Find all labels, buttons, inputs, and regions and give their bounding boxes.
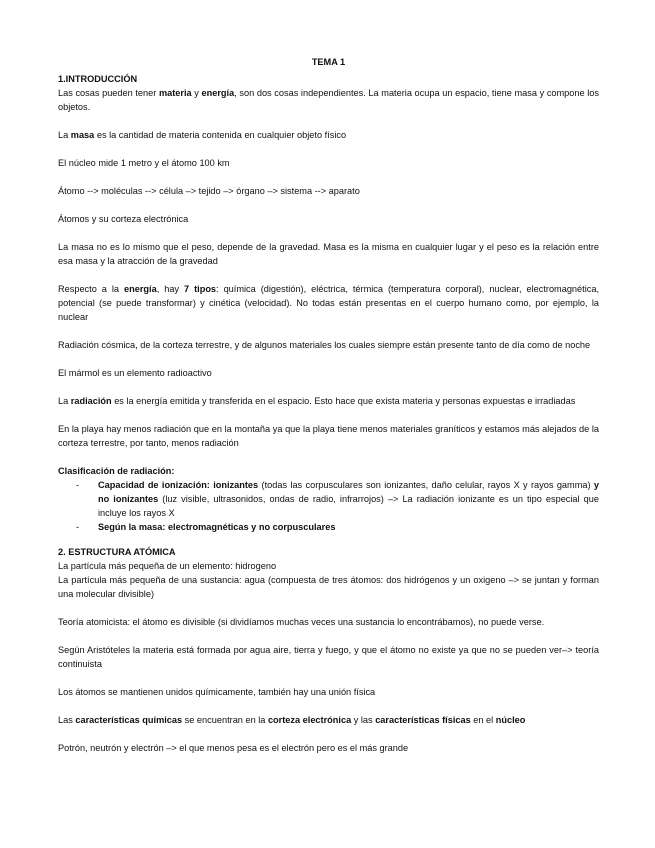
paragraph-radiacion-definicion: La radiación es la energía emitida y transferida en el espacio. Esto hace que exista materia y personas expuestas e irradiadas — [58, 396, 576, 406]
classification-heading: Clasificación de radiación: — [58, 466, 175, 476]
paragraph-particula-elemento: La partícula más pequeña de un elemento: hidrogeno — [58, 561, 277, 571]
paragraph-teoria-atomicista: Teoría atomicista: el átomo es divisible (si dividíamos muchas veces una sustancia lo encontrábamos), no puede verse. — [58, 617, 545, 627]
paragraph-masa: La masa es la cantidad de materia contenida en cualquier objeto físico — [58, 130, 347, 140]
paragraph-nucleo: El núcleo mide 1 metro y el átomo 100 km — [58, 158, 230, 168]
paragraph-atomos-corteza: Átomos y su corteza electrónica — [58, 214, 189, 224]
paragraph-atomo-jerarquia: Átomo --> moléculas --> célula –> tejido –> órgano –> sistema --> aparato — [58, 186, 360, 196]
paragraph-materia-energia: Las cosas pueden tener materia y energía, son dos cosas independientes. La materia ocupa un espacio, tiene masa y compone los objetos. — [58, 88, 599, 112]
paragraph-union-atomos: Los átomos se mantienen unidos químicamente, también hay una unión física — [58, 687, 376, 697]
section-heading-introduccion: 1.INTRODUCCIÓN — [58, 74, 138, 84]
paragraph-energia-tipos: Respecto a la energía, hay 7 tipos: química (digestión), eléctrica, térmica (temperatura corporal), nuclear, electromagnética, potencial (se puede transformar) y cinética (velocidad). No todas están presentas en el cuerpo humano como, por ejemplo, la nuclear — [58, 284, 599, 322]
document-title: TEMA 1 — [311, 57, 346, 67]
list-item: - Según la masa: electromagnéticas y no corpusculares — [98, 520, 599, 534]
classification-list — [58, 478, 599, 534]
paragraph-playa-montana: En la playa hay menos radiación que en la montaña ya que la playa tiene menos materiales graníticos y estamos más alejados de la corteza terrestre, por tanto, menos radiación — [58, 424, 599, 448]
paragraph-particula-sustancia: La partícula más pequeña de una sustancia: agua (compuesta de tres átomos: dos hidrógenos y un oxigeno –> se juntan y forman una molecular divisible) — [58, 575, 599, 599]
paragraph-particulas-subatomicas: Potrón, neutrón y electrón –> el que menos pesa es el electrón pero es el más grande — [58, 743, 409, 753]
list-item: - Capacidad de ionización: ionizantes (todas las corpusculares son ionizantes, daño celular, rayos X y rayos gamma) y no ionizantes (luz visible, ultrasonidos, ondas de radio, infrarrojos) –> La radiación ionizante es un tipo especial que incluye los rayos X — [98, 478, 599, 520]
paragraph-aristoteles: Según Aristóteles la materia está formada por agua aire, tierra y fuego, y que el átomo no existe ya que no se pueden ver–> teoría continuista — [58, 645, 599, 669]
paragraph-radiacion-cosmica: Radiación cósmica, de la corteza terrestre, y de algunos materiales los cuales siempre están presente tanto de día como de noche — [58, 340, 591, 350]
paragraph-caracteristicas: Las características químicas se encuentran en la corteza electrónica y las características físicas en el núcleo — [58, 715, 526, 725]
paragraph-marmol: El mármol es un elemento radioactivo — [58, 368, 212, 378]
section-heading-estructura-atomica: 2. ESTRUCTURA ATÓMICA — [58, 547, 176, 557]
paragraph-masa-peso: La masa no es lo mismo que el peso, depende de la gravedad. Masa es la misma en cualquier lugar y el peso es la relación entre esa masa y la atracción de la gravedad — [58, 242, 599, 266]
